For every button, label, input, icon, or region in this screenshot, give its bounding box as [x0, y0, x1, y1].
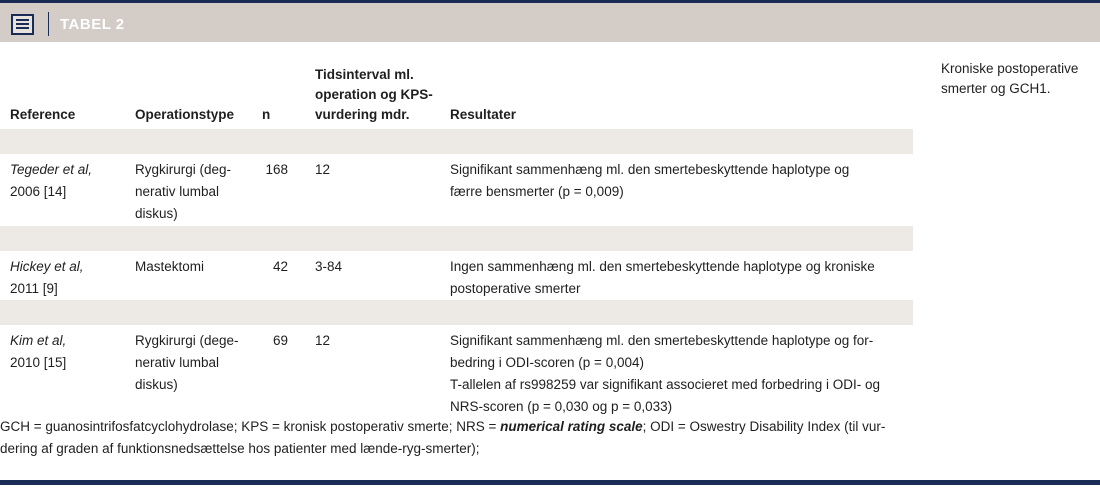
operation-line: diskus): [135, 206, 178, 221]
table-title: TABEL 2: [60, 16, 125, 33]
n-cell: 168: [265, 162, 288, 177]
interval-cell: 12: [315, 333, 331, 348]
footnote-text: ; ODI = Oswestry Disability Index (til vur-: [642, 419, 886, 434]
operation-cell: [135, 159, 231, 225]
row-spacer: [0, 226, 913, 251]
table-row: [0, 154, 913, 226]
result-line: Signifikant sammenhæng ml. den smertebeskyttende haplotype og for-: [450, 333, 874, 348]
col-header-resultater: Resultater: [450, 107, 517, 122]
result-cell: [450, 159, 849, 203]
table-row: [0, 251, 913, 300]
table-header-bar: [0, 3, 1100, 42]
col-header-interval: [315, 65, 433, 125]
table-row: [0, 325, 913, 421]
col-header-n: n: [262, 107, 271, 122]
reference-author: Hickey et al,: [10, 259, 84, 274]
side-caption: [941, 59, 1091, 99]
n-cell: 42: [272, 259, 288, 274]
operation-line: diskus): [135, 377, 178, 392]
result-cell: [450, 330, 880, 418]
operation-line: Rygkirurgi (dege-: [135, 333, 239, 348]
footnote-text: GCH = guanosintrifosfatcyclohydrolase; KPS = kronisk postoperativ smerte; NRS =: [0, 419, 501, 434]
result-line: færre bensmerter (p = 0,009): [450, 184, 624, 199]
bottom-rule: [0, 480, 1100, 485]
col-header-reference: Reference: [10, 107, 76, 122]
result-line: T-allelen af rs998259 var signifikant associeret med forbedring i ODI- og: [450, 377, 880, 392]
row-spacer: [0, 300, 913, 325]
reference-author: Kim et al,: [10, 333, 67, 348]
col-header-interval-line: Tidsinterval ml.: [315, 67, 414, 82]
table-icon: [11, 14, 34, 35]
reference-year: 2011 [9]: [10, 281, 58, 296]
footnote-emphasis: numerical rating scale: [500, 419, 643, 434]
row-spacer: [0, 129, 913, 154]
result-line: Signifikant sammenhæng ml. den smertebeskyttende haplotype og: [450, 162, 850, 177]
interval-cell: 12: [315, 162, 331, 177]
result-line: NRS-scoren (p = 0,030 og p = 0,033): [450, 399, 673, 414]
operation-cell: [135, 330, 239, 396]
operation-line: Rygkirurgi (deg-: [135, 162, 232, 177]
operation-line: nerativ lumbal: [135, 355, 220, 370]
col-header-operationstype: Operationstype: [135, 107, 235, 122]
footnote-line: [0, 416, 920, 438]
data-table: [0, 42, 913, 421]
result-line: postoperative smerter: [450, 281, 581, 296]
reference-year: 2010 [15]: [10, 355, 67, 370]
operation-cell: [135, 256, 204, 278]
side-caption-line: Kroniske postoperative: [941, 61, 1079, 76]
side-caption-line: smerter og GCH1.: [941, 81, 1051, 96]
result-line: bedring i ODI-scoren (p = 0,004): [450, 355, 644, 370]
footnote-line: dering af graden af funktionsnedsættelse hos patienter med lænde-ryg-smerter);: [0, 441, 480, 456]
reference-cell: [10, 330, 66, 374]
reference-cell: [10, 256, 84, 300]
col-header-interval-line: operation og KPS-: [315, 87, 433, 102]
header-divider: [48, 12, 49, 36]
reference-author: Tegeder et al,: [10, 162, 93, 177]
reference-year: 2006 [14]: [10, 184, 67, 199]
operation-line: nerativ lumbal: [135, 184, 220, 199]
col-header-interval-line: vurdering mdr.: [315, 107, 410, 122]
interval-cell: 3-84: [315, 259, 343, 274]
n-cell: 69: [272, 333, 288, 348]
table-head: [0, 42, 913, 129]
reference-cell: [10, 159, 92, 203]
result-line: Ingen sammenhæng ml. den smertebeskyttende haplotype og kroniske: [450, 259, 875, 274]
operation-line: Mastektomi: [135, 259, 205, 274]
table-footnote: [0, 416, 920, 460]
result-cell: [450, 256, 875, 300]
